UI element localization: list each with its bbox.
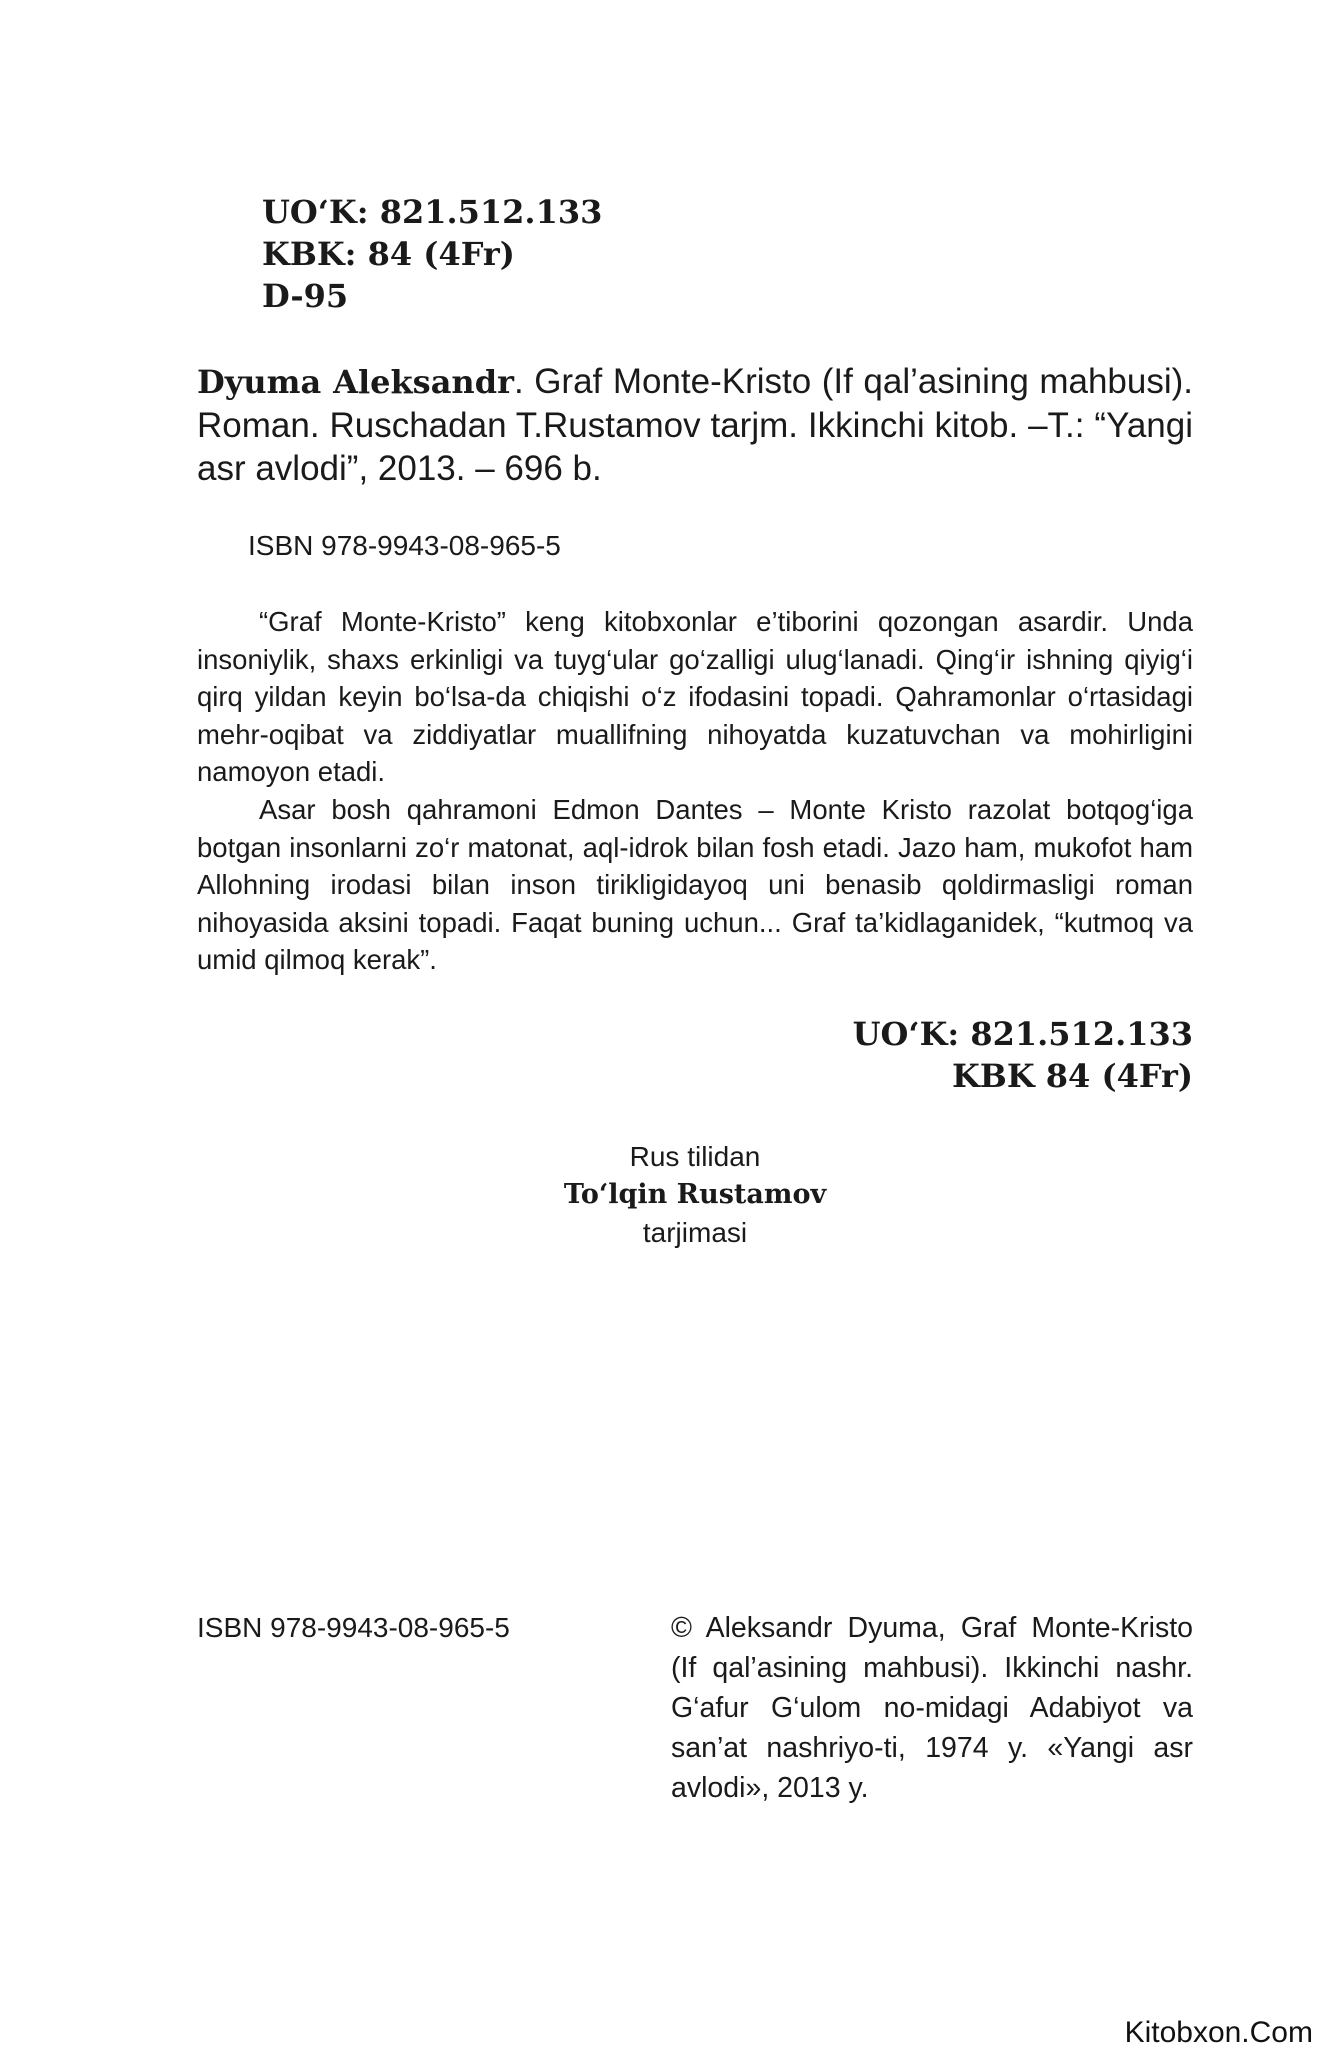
translated-from: Rus tilidan [629, 1141, 761, 1172]
translator-role: tarjimasi [642, 1217, 748, 1248]
copyright-notice: © Aleksandr Dyuma, Graf Monte-Kristo (If qal’asining mahbusi). Ikkinchi nashr. G‘afur G‘ulom no-midagi Adabiyot va san’at nashriyo-ti, 1974 y. «Yangi asr avlodi», 2013 y. [671, 1612, 1193, 1804]
classification-block [262, 191, 602, 317]
udk-code: UO‘K: 821.512.133 [262, 193, 603, 231]
kbk-code-right: KBK 84 (4Fr) [951, 1057, 1193, 1095]
bibliographic-record [197, 360, 1193, 490]
classification-right-block [853, 1013, 1193, 1097]
kbk-code: KBK: 84 (4Fr) [262, 235, 515, 273]
annotation-paragraph-1: “Graf Monte-Kristo” keng kitobxonlar e’tiborini qozongan asardir. Unda insoniylik, shaxs erkinligi va tuyg‘ular go‘zalligi ulug‘lanadi. Qing‘ir ishning qiyig‘i qirq yildan keyin bo‘lsa-da chiqishi o‘z ifodasini topadi. Qahramonlar o‘rtasidagi mehr-oqibat va ziddiyatlar muallifning nihoyatda kuzatuvchan va mohirligini namoyon etadi. [197, 606, 1193, 788]
author-name: Dyuma Aleksandr [197, 363, 514, 401]
translator-credit [0, 1138, 1329, 1252]
author-mark: D-95 [262, 277, 349, 315]
annotation [197, 603, 1193, 979]
translator-name: To‘lqin Rustamov [563, 1179, 827, 1210]
watermark: Kitobxon.Com [1124, 2016, 1313, 2049]
udk-code-right: UO‘K: 821.512.133 [852, 1015, 1193, 1053]
annotation-paragraph-2: Asar bosh qahramoni Edmon Dantes – Monte Kristo razolat botqog‘iga botgan insonlarni zo‘r matonat, aql-idrok bilan fosh etadi. Jazo ham, mukofot ham Allohning irodasi bilan inson tirikligidayoq uni benasib qoldirmasligi roman nihoyasida aksini topadi. Faqat buning uchun... Graf ta’kidlaganidek, “kutmoq va umid qilmoq kerak”. [197, 793, 1193, 976]
isbn-top: ISBN 978-9943-08-965-5 [248, 530, 561, 561]
bibliographic-description: . Graf Monte-Kristo (If qal’asining mahbusi). Roman. Ruschadan T.Rustamov tarjm. Ikkinchi kitob. –T.: “Yangi asr avlodi”, 2013. – 696 b. [197, 362, 1194, 488]
isbn-bottom: ISBN 978-9943-08-965-5 [197, 1612, 510, 1643]
